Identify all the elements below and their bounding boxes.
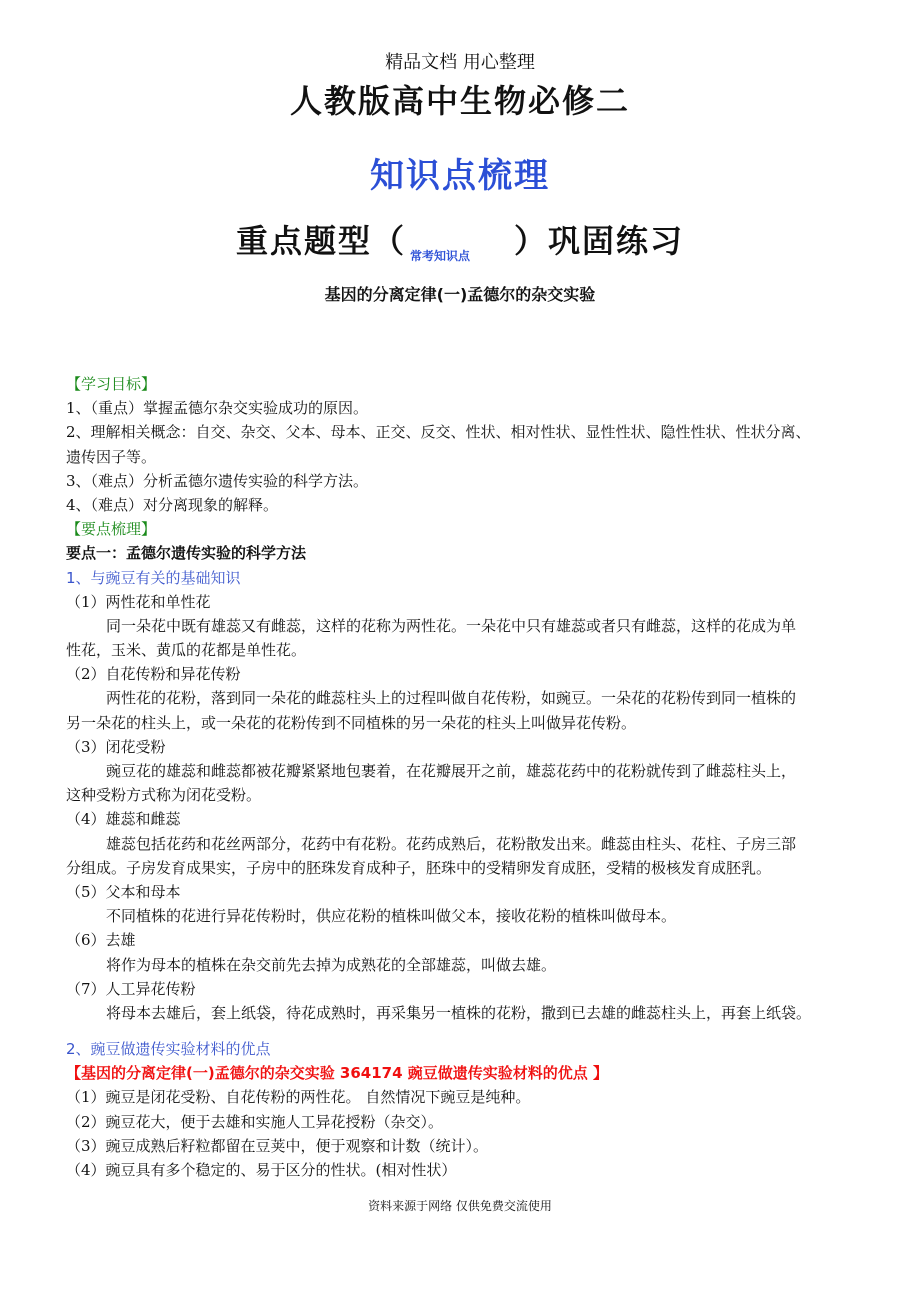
text-line: 【要点梳理】 [66, 520, 157, 539]
page-footer: 资料来源于网络 仅供免费交流使用 [368, 1199, 552, 1213]
text-line: （6）去雄 [66, 931, 136, 950]
practice-heading-b: ）巩固练习 [514, 222, 685, 260]
text-line: 豌豆花的雄蕊和雌蕊都被花瓣紧紧地包裹着，在花瓣展开之前，雄蕊花药中的花粉就传到了雌蕊柱头上， [106, 762, 797, 780]
text-line: 【学习目标】 [66, 375, 157, 393]
body-part-1 [66, 372, 876, 1025]
text-line: 要点一：孟德尔遗传实验的科学方法 [66, 544, 307, 563]
text-line: （3）闭花受粉 [66, 737, 166, 756]
text-line: （1）豌豆是闭花受粉、自花传粉的两性花。 自然情况下豌豆是纯种。 [66, 1088, 531, 1107]
text-line: 将作为母本的植株在杂交前先去掉为成熟花的全部雄蕊，叫做去雄。 [106, 955, 557, 974]
text-line: （4）豌豆具有多个稳定的、易于区分的性状。(相对性状） [66, 1161, 457, 1179]
spacer [66, 1025, 876, 1037]
text-line: （2）豌豆花大，便于去雄和实施人工异花授粉（杂交）。 [66, 1112, 444, 1131]
doc-subtitle: 知识点梳理 [370, 156, 550, 196]
document-body [66, 372, 876, 1182]
section-title: 基因的分离定律(一)孟德尔的杂交实验 [324, 285, 596, 304]
text-line: （5）父本和母本 [66, 882, 181, 901]
text-line: 2、豌豆做遗传实验材料的优点 [66, 1040, 271, 1059]
text-line: 4、（难点）对分离现象的解释。 [66, 495, 279, 514]
text-line: 1、与豌豆有关的基础知识 [66, 568, 241, 587]
practice-heading-a: 重点题型（ [235, 222, 406, 260]
text-line: 性花，玉米、黄瓜的花都是单性花。 [66, 641, 307, 660]
text-line: 另一朵花的柱头上，或一朵花的花粉传到不同植株的另一朵花的柱头上叫做异花传粉。 [66, 713, 637, 732]
text-line: 3、（难点）分析孟德尔遗传实验的科学方法。 [66, 471, 369, 490]
body-part-2 [66, 1037, 876, 1182]
page-header: 精品文档 用心整理 [385, 52, 535, 73]
text-line: （2）自花传粉和异花传粉 [66, 665, 241, 684]
text-line: 雄蕊包括花药和花丝两部分，花药中有花粉。花药成熟后，花粉散发出来。雌蕊由柱头、花柱、子房三部 [106, 834, 797, 853]
practice-heading [0, 216, 920, 264]
text-line: （1）两性花和单性花 [66, 592, 211, 611]
text-line: （3）豌豆成熟后籽粒都留在豆荚中，便于观察和计数（统计）。 [66, 1136, 489, 1155]
doc-title: 人教版高中生物必修二 [289, 82, 630, 120]
text-line: 这种受粉方式称为闭花受粉。 [66, 786, 262, 805]
text-line: 分组成。子房发育成果实，子房中的胚珠发育成种子，胚珠中的受精卵发育成胚，受精的极核发育成胚乳。 [66, 858, 772, 877]
text-line: 【基因的分离定律(一)孟德尔的杂交实验 364174 豌豆做遗传实验材料的优点 】 [66, 1064, 609, 1083]
practice-heading-note: 常考知识点 [409, 249, 470, 263]
text-line: 1、（重点）掌握孟德尔杂交实验成功的原因。 [66, 399, 369, 418]
text-line: 同一朵花中既有雄蕊又有雌蕊，这样的花称为两性花。一朵花中只有雄蕊或者只有雌蕊，这样的花成为单 [106, 616, 797, 635]
text-line: 2、理解相关概念：自交、杂交、父本、母本、正交、反交、性状、相对性状、显性性状、隐性性状、性状分离、 [66, 423, 811, 442]
text-line: （4）雄蕊和雌蕊 [66, 810, 181, 829]
text-line: （7）人工异花传粉 [66, 979, 196, 998]
text-line: 两性花的花粉，落到同一朵花的雌蕊柱头上的过程叫做自花传粉，如豌豆。一朵花的花粉传到同一植株的 [106, 689, 797, 708]
text-line: 将母本去雄后，套上纸袋，待花成熟时，再采集另一植株的花粉，撒到已去雄的雌蕊柱头上，再套上纸袋。 [106, 1003, 812, 1022]
text-line: 遗传因子等。 [66, 447, 157, 466]
text-line: 不同植株的花进行异花传粉时，供应花粉的植株叫做父本，接收花粉的植株叫做母本。 [106, 907, 677, 926]
